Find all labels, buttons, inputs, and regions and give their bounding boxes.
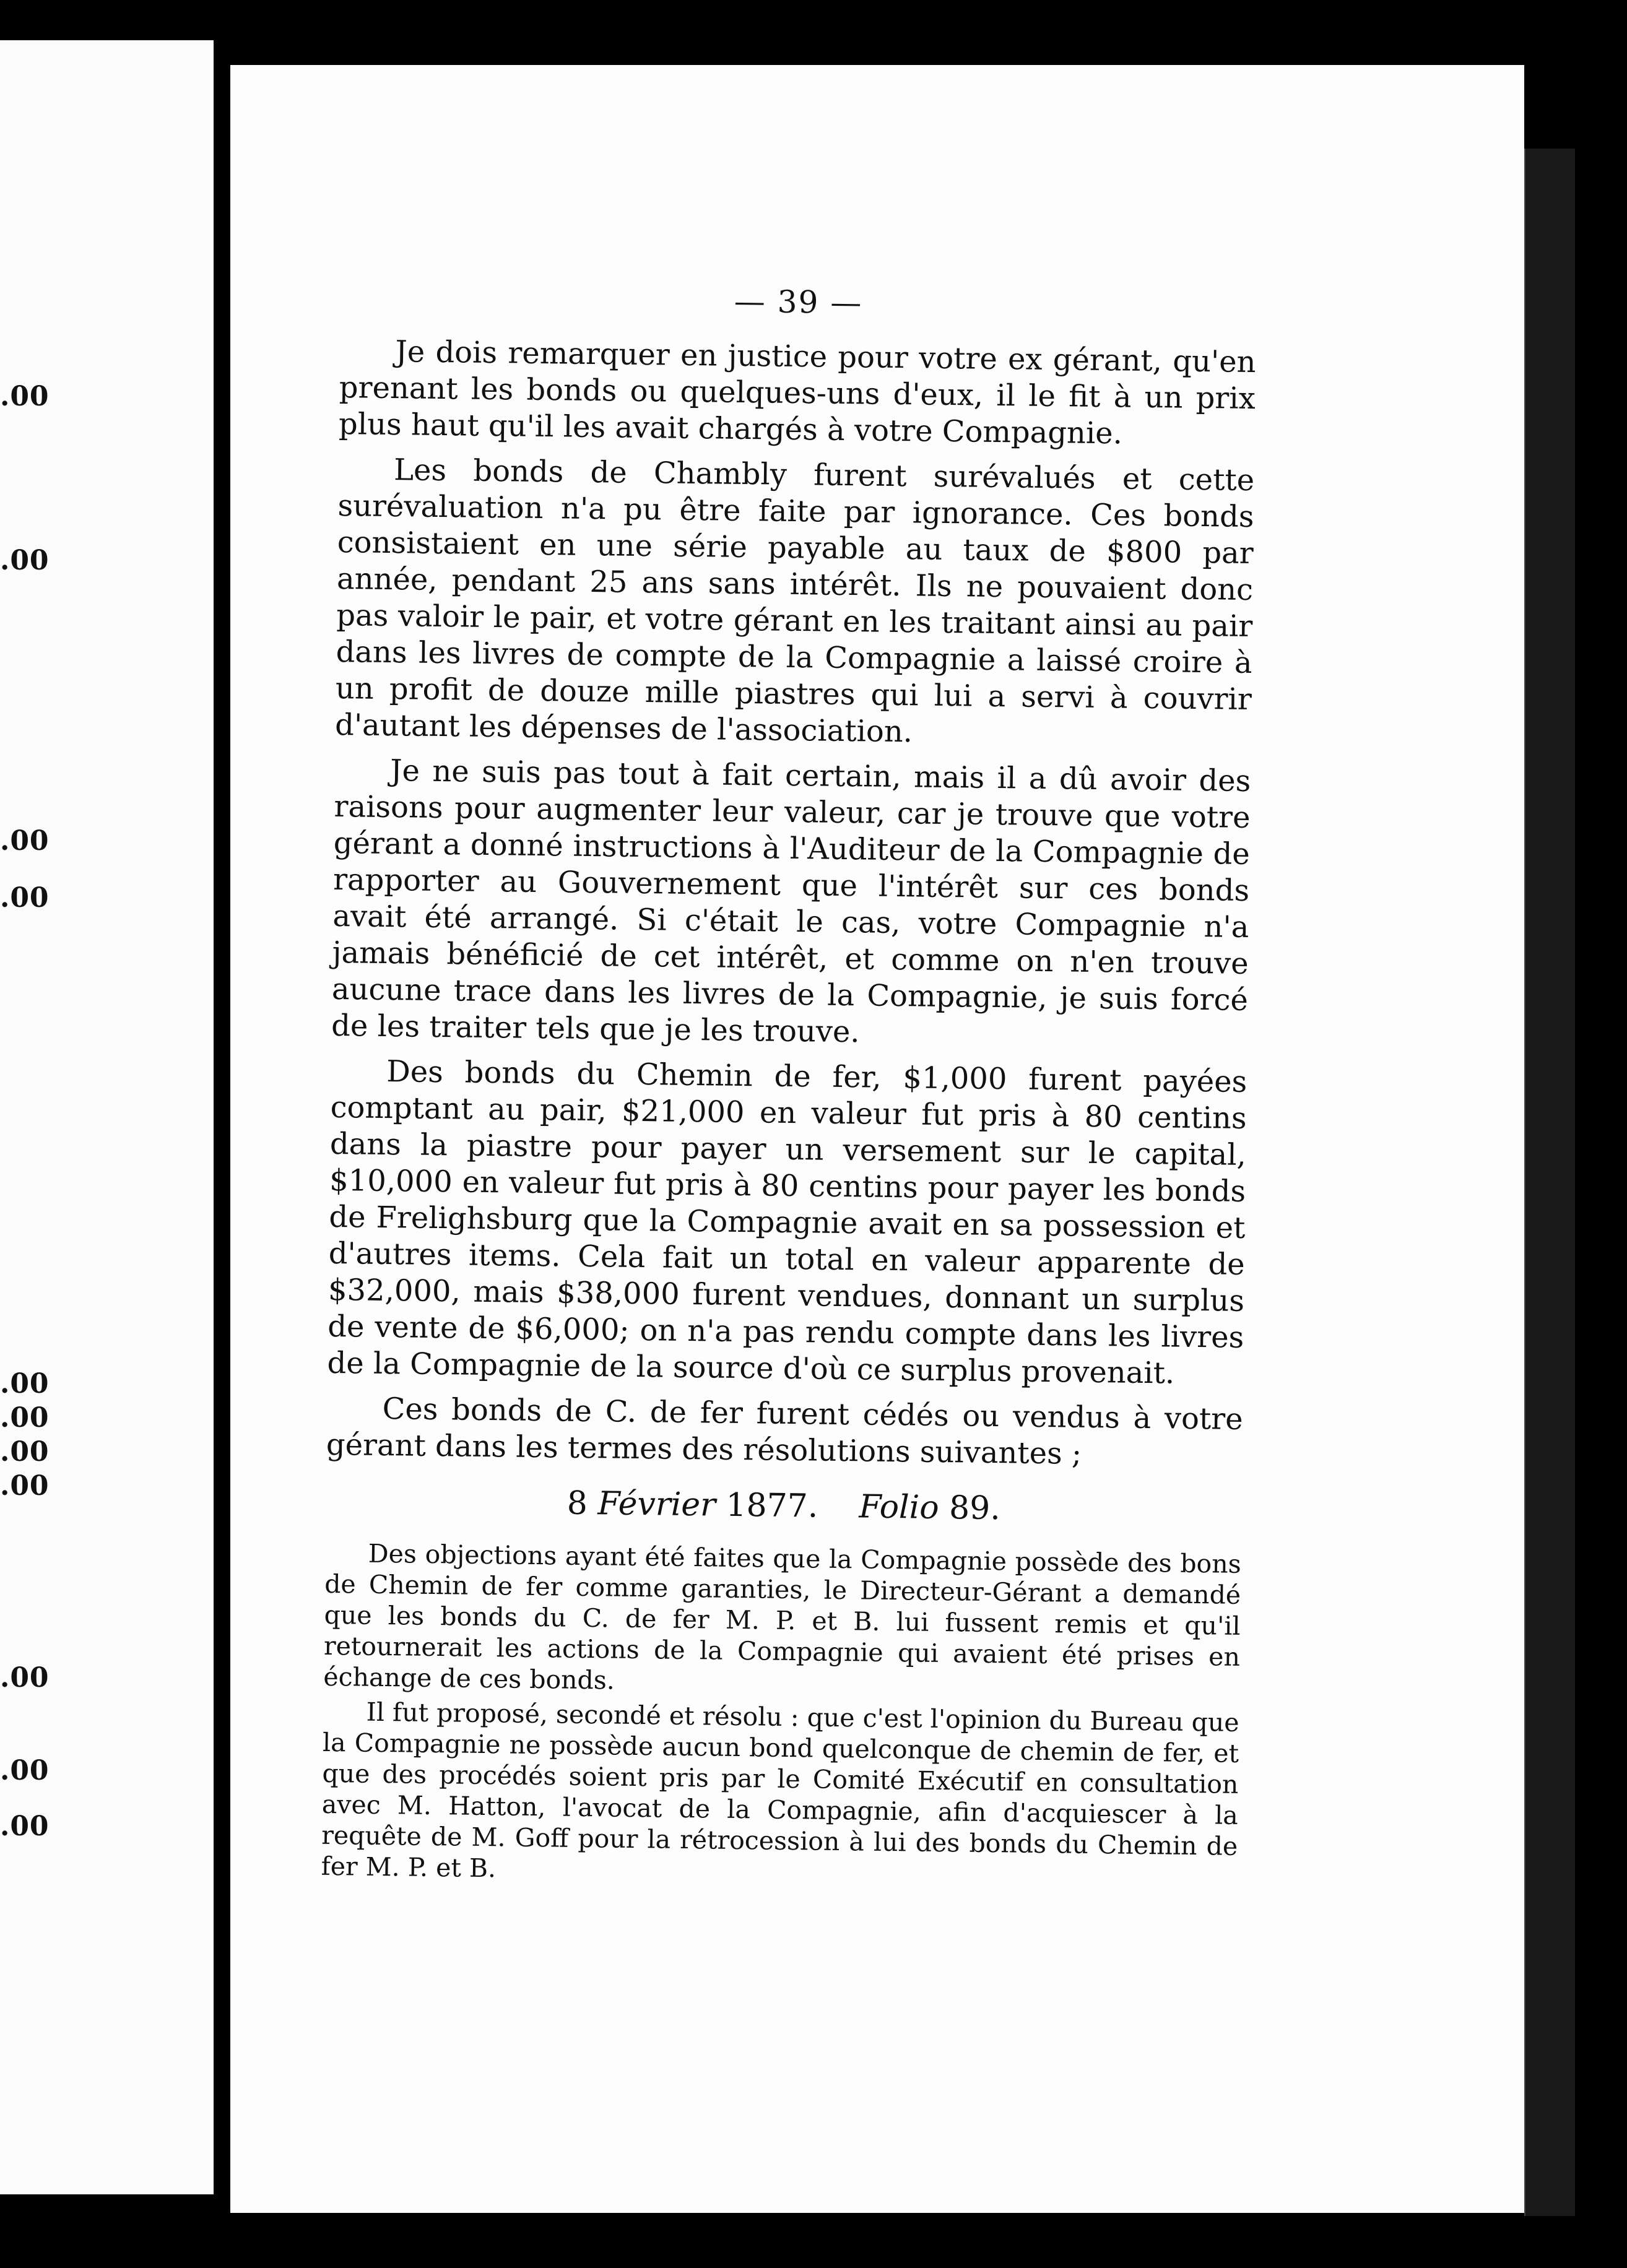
book-gutter [214,25,232,2216]
margin-number: .00 [0,1402,50,1434]
margin-number: .00 [0,1470,50,1502]
page-number: — 39 — [734,283,863,321]
paragraph: Des bonds du Chemin de fer, $1,000 furent payées comptant au pair, $21,000 en valeur fut pris à 80 centins dans la piastre pour payer un versement sur le capital, $10,000 en valeur fut pris à 80 centins pour payer les bonds de Frelighsburg que la Compagnie avait en sa possession et d'autres items. Cela fait un total en valeur apparente de $32,000, mais $38,000 furent vendues, donnant un surplus de vente de $6,000; on n'a pas rendu compte dans les livres de la Compagnie de la source d'où ce surplus provenait. [327,1054,1247,1391]
heading-day: 8 [566,1484,588,1523]
left-page [0,40,215,2194]
page-edge [1524,149,1575,2216]
margin-number: .00 [0,1368,50,1400]
paragraph: Je dois remarquer en justice pour votre ex gérant, qu'en prenant les bonds ou quelques-uns d'eux, il le fit à un prix plus haut qu'il les avait chargés à votre Compagnie. [338,334,1256,451]
margin-number: .00 [0,882,50,914]
heading-month: Février [597,1485,716,1524]
paragraph: Ces bonds de C. de fer furent cédés ou vendus à votre gérant dans les termes des résolutions suivantes ; [326,1391,1243,1471]
margin-number: .00 [0,545,50,576]
margin-number: .00 [0,1755,50,1786]
paragraph: Je ne suis pas tout à fait certain, mais il a dû avoir des raisons pour augmenter leur valeur, car je trouve que votre gérant a donné instructions à l'Auditeur de la Compagnie de rapporter au Gouvernement que l'intérêt sur ces bonds avait été arrangé. Si c'était le cas, votre Compagnie n'a jamais bénéficié de cet intérêt, et comme on n'en trouve aucune trace dans les livres de la Compagnie, je suis forcé de les traiter tels que je les trouve. [331,753,1251,1050]
margin-number: .00 [0,1811,50,1842]
heading-year: 1877. [726,1486,818,1525]
margin-number: .00 [0,1436,50,1468]
margin-number: .00 [0,381,50,412]
page-content [321,279,1257,1893]
heading-folio-label: Folio [859,1488,939,1526]
resolution-paragraph: Il fut proposé, secondé et résolu : que c'est l'opinion du Bureau que la Compagnie ne possède aucun bond quelconque de chemin de fer, et que des procédés soient pris par le Comité Exécutif en consultation avec M. Hatton, l'avocat de la Compagnie, afin d'acquiescer à la requête de M. Goff pour la rétrocession à lui des bonds du Chemin de fer M. P. et B. [321,1697,1239,1884]
paragraph: Les bonds de Chambly furent surévalués et cette surévaluation n'a pu être faite par ignorance. Ces bonds consistaient en une série payable au taux de $800 par année, pendant 25 ans sans intérêt. Ils ne pouvaient donc pas valoir le pair, et votre gérant en les traitant ainsi au pair dans les livres de compte de la Compagnie a laissé croire à un profit de douze mille piastres qui lui a servi à couvrir d'autant les dépenses de l'association. [334,452,1255,750]
heading-folio-number: 89. [948,1489,1001,1528]
margin-number: .00 [0,1662,50,1694]
resolution-heading [326,1482,1243,1530]
margin-number: .00 [0,825,50,857]
resolution-paragraph: Des objections ayant été faites que la Compagnie possède des bons de Chemin de fer comme garanties, le Directeur-Gérant a demandé que les bonds du C. de fer M. P. et B. lui fussent remis et qu'il retournerait les actions de la Compagnie qui avaient été prises en échange de ces bonds. [323,1538,1242,1695]
